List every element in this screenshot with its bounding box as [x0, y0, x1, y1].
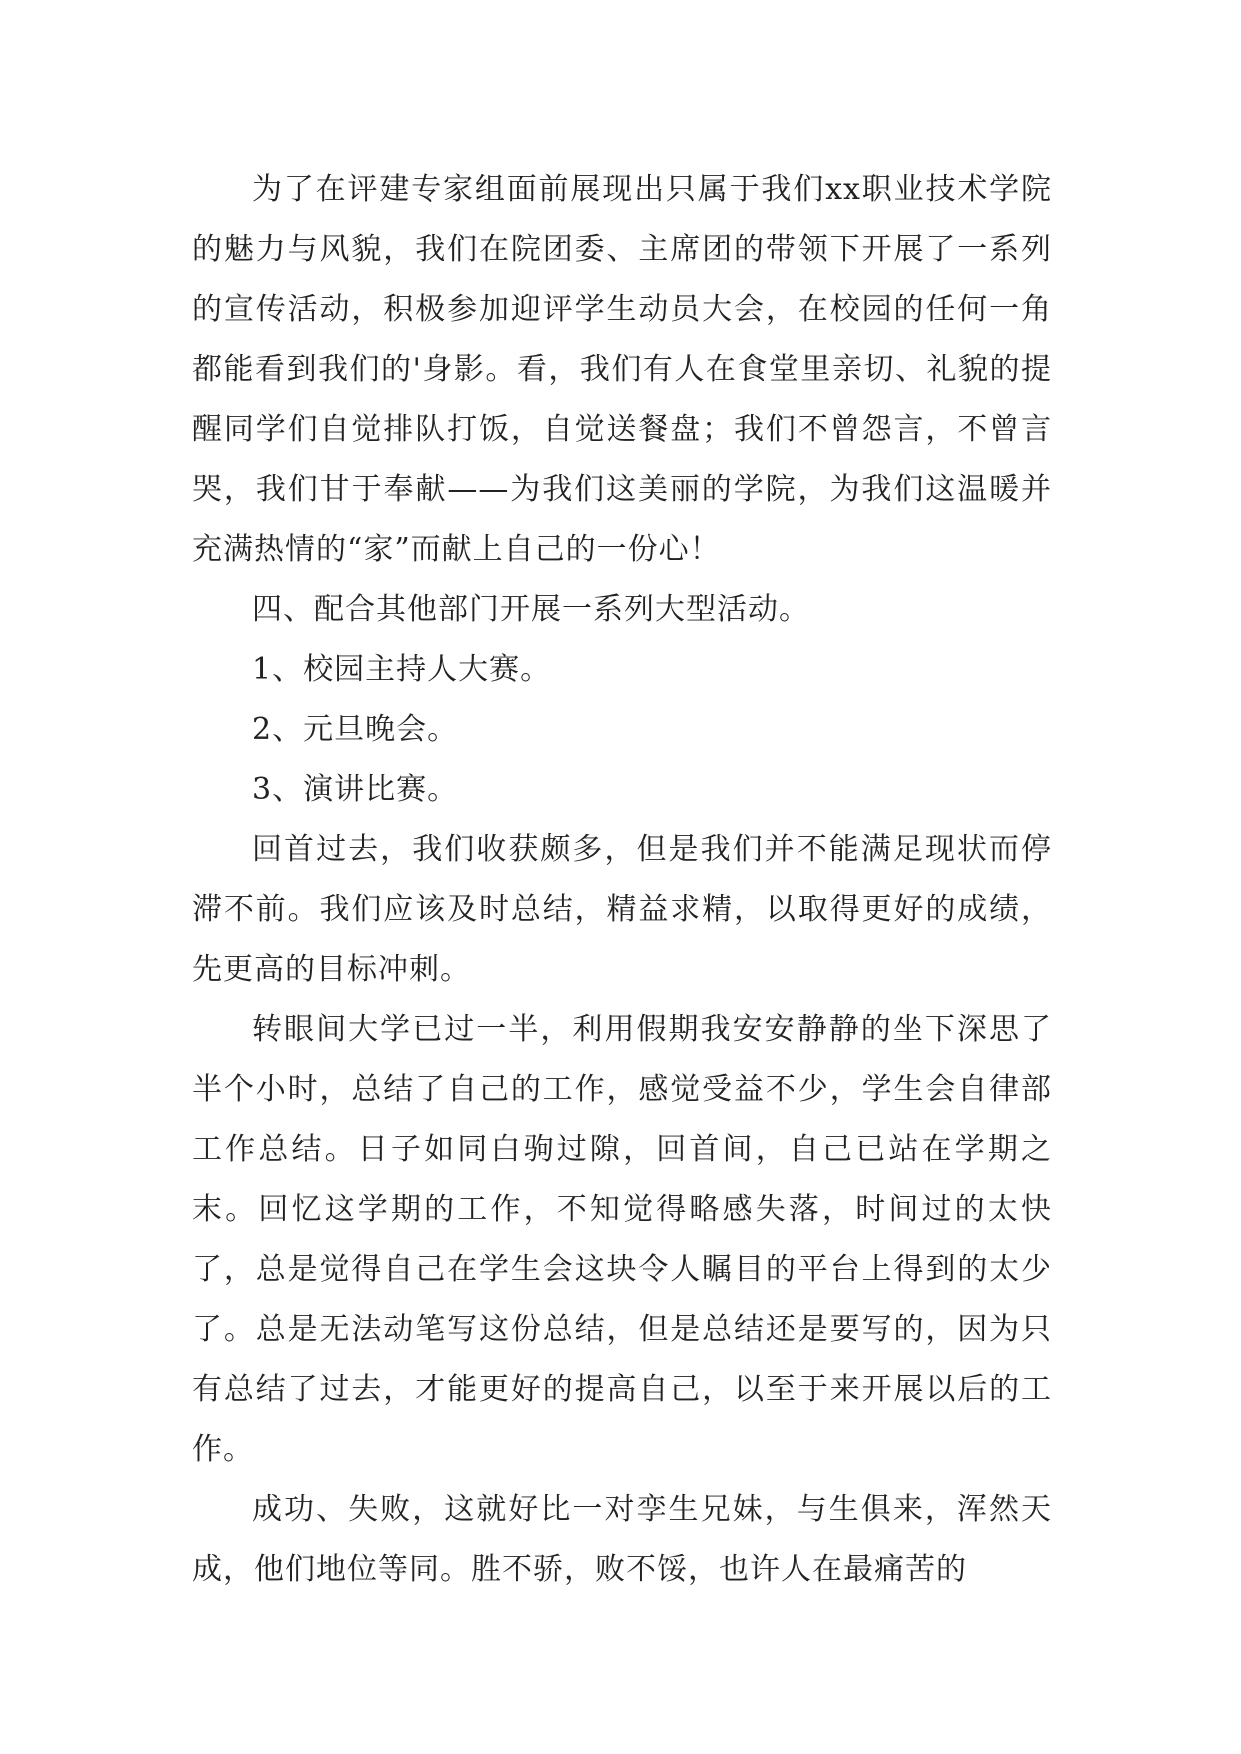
list-item-2: 2、元旦晚会。	[252, 712, 459, 747]
list-item-1: 1、校园主持人大赛。	[252, 652, 552, 687]
paragraph-success-failure: 成功、失败，这就好比一对孪生兄妹，与生俱来，浑然天成，他们地位等同。胜不骄，败不馁，也许人在最痛苦的	[192, 1492, 1052, 1587]
section-heading-4: 四、配合其他部门开展一系列大型活动。	[252, 592, 810, 627]
document-page	[192, 160, 1052, 1600]
list-item-3: 3、演讲比赛。	[252, 772, 459, 807]
paragraph-review: 回首过去，我们收获颇多，但是我们并不能满足现状而停滞不前。我们应该及时总结，精益求精，以取得更好的成绩，先更高的目标冲刺。	[192, 832, 1052, 987]
paragraph-publicity: 为了在评建专家组面前展现出只属于我们xx职业技术学院的魅力与风貌，我们在院团委、主席团的带领下开展了一系列的宣传活动，积极参加迎评学生动员大会，在校园的任何一角都能看到我们的'身影。看，我们有人在食堂里亲切、礼貌的提醒同学们自觉排队打饭，自觉送餐盘；我们不曾怨言，不曾言哭，我们甘于奉献——为我们这美丽的学院，为我们这温暖并充满热情的“家”而献上自己的一份心！	[192, 172, 1052, 567]
paragraph-summary: 转眼间大学已过一半，利用假期我安安静静的坐下深思了半个小时，总结了自己的工作，感觉受益不少，学生会自律部工作总结。日子如同白驹过隙，回首间，自己已站在学期之末。回忆这学期的工作，不知觉得略感失落，时间过的太快了，总是觉得自己在学生会这块令人瞩目的平台上得到的太少了。总是无法动笔写这份总结，但是总结还是要写的，因为只有总结了过去，才能更好的提高自己，以至于来开展以后的工作。	[192, 1012, 1052, 1467]
